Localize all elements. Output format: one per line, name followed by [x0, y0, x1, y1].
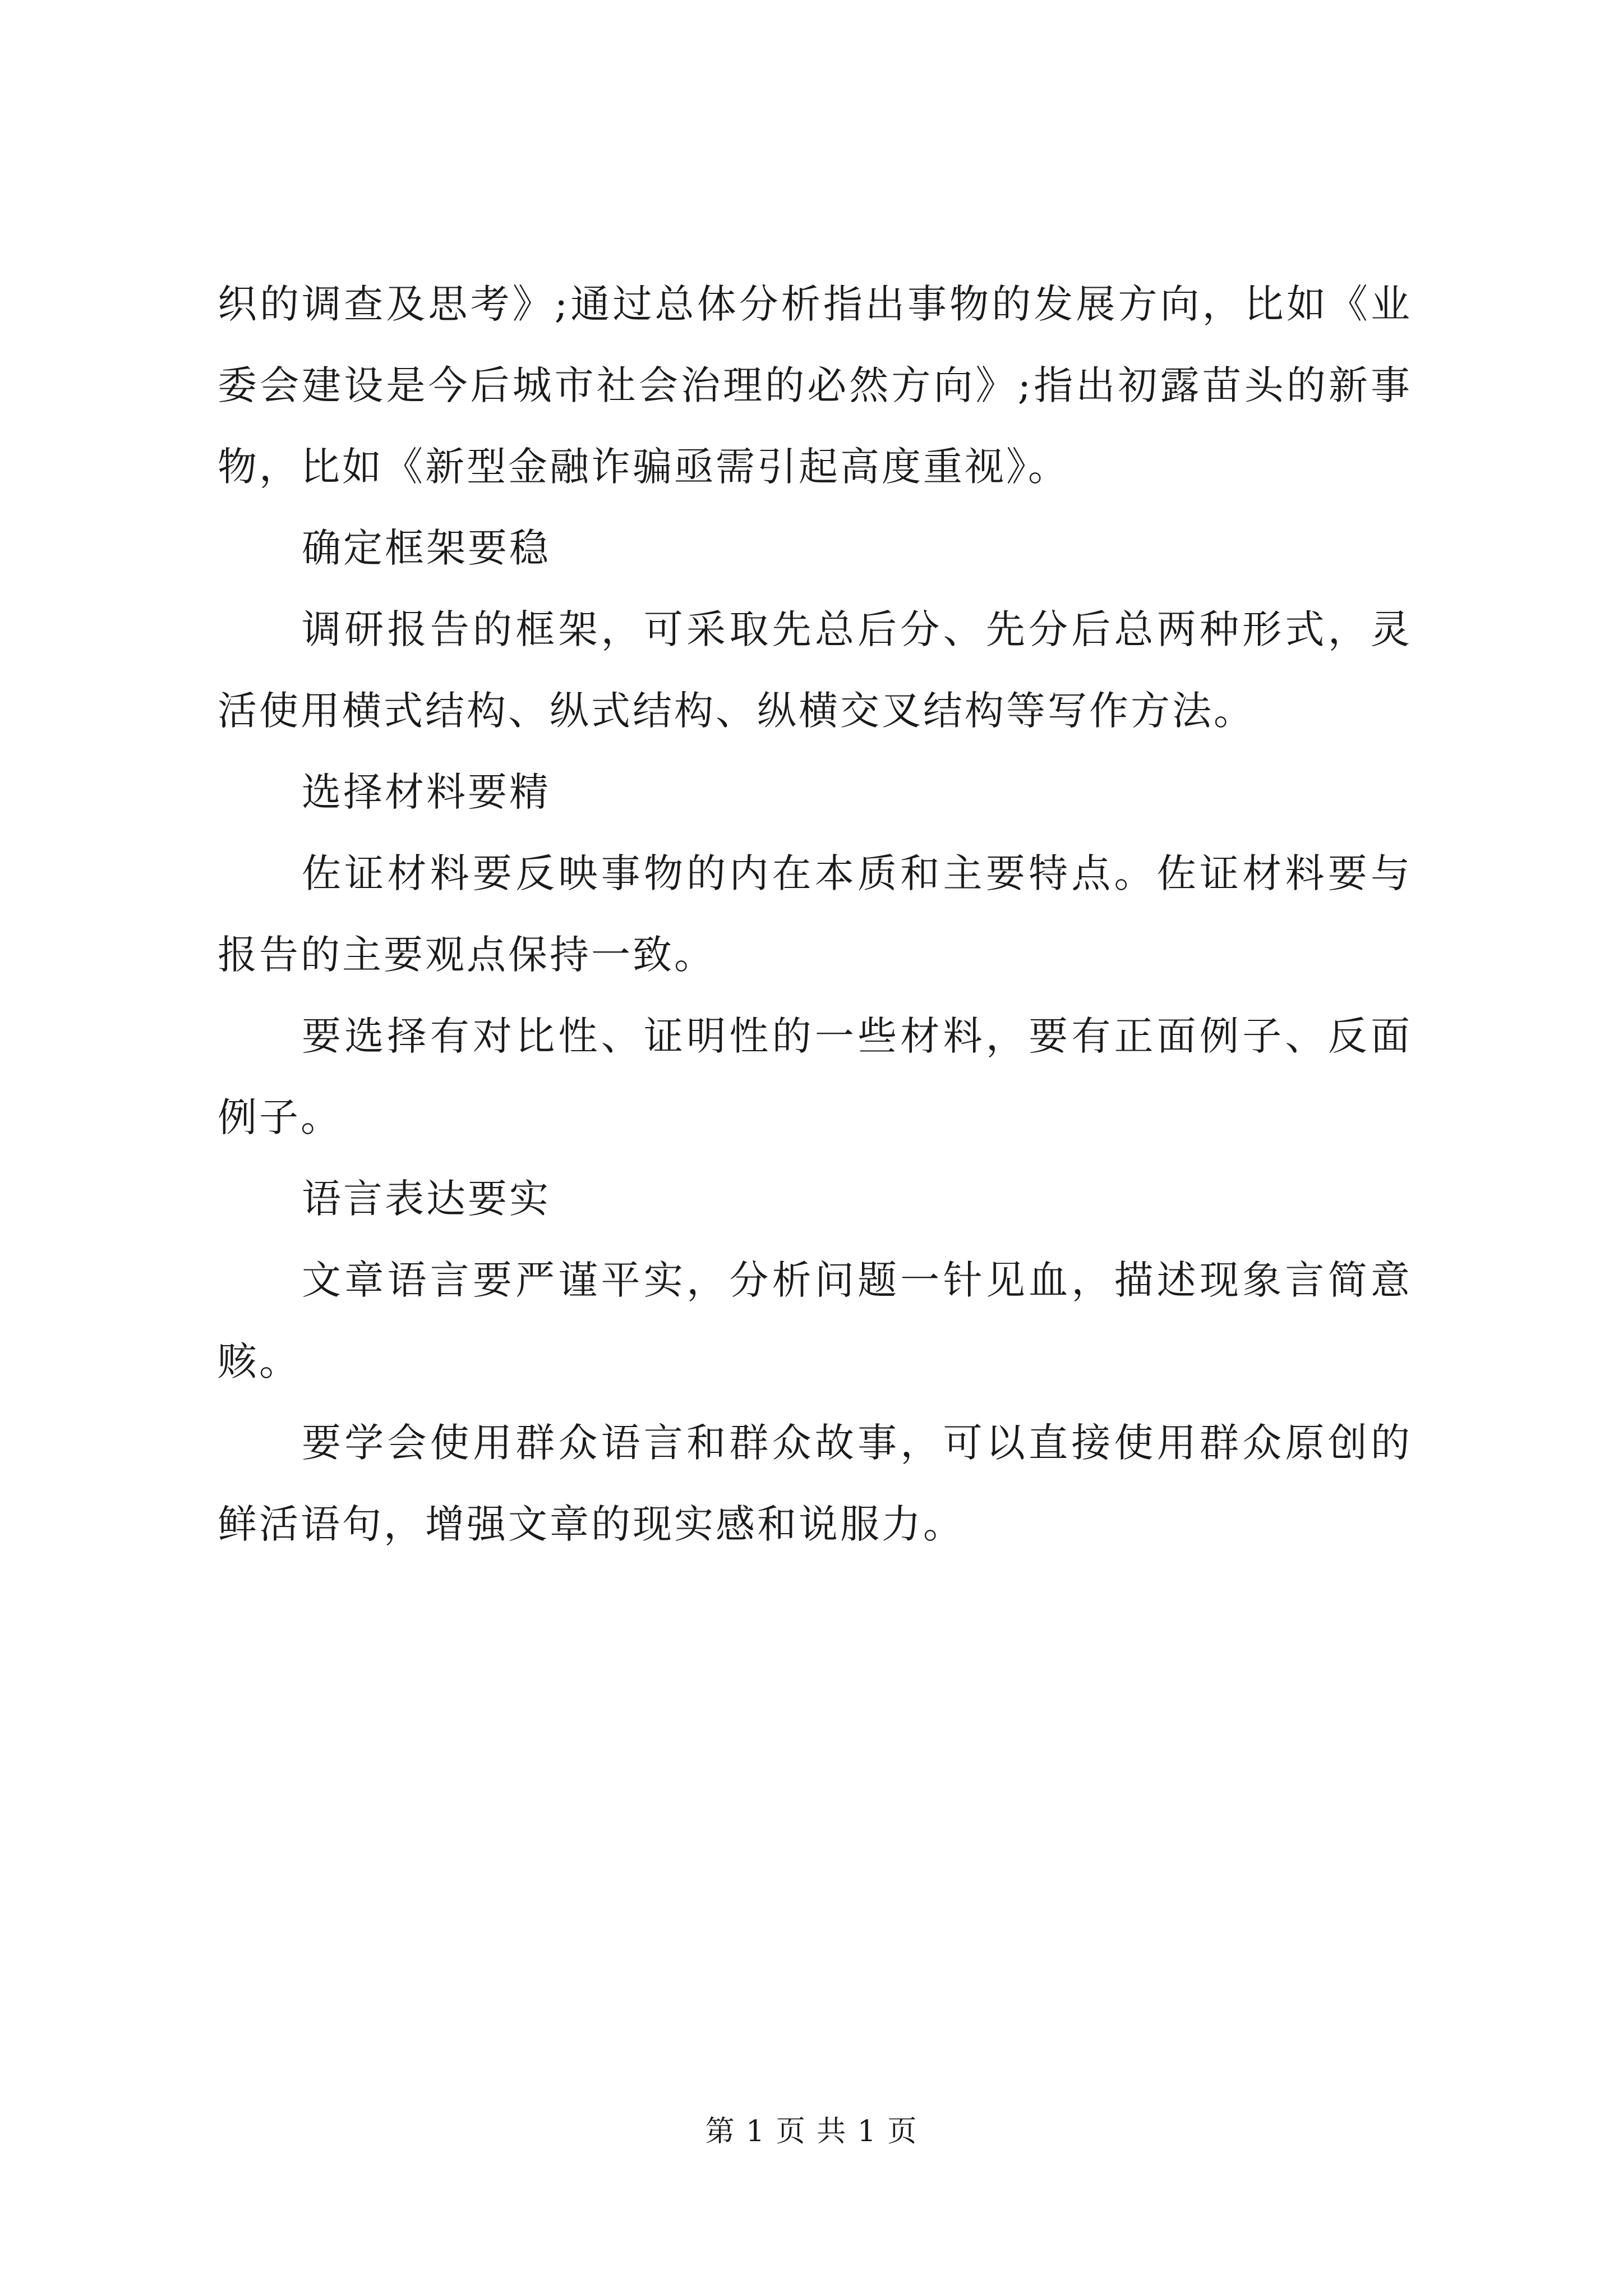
- document-body: [218, 264, 1412, 1565]
- paragraph-continued: 织的调查及思考》;通过总体分析指出事物的发展方向，比如《业委会建设是今后城市社会治理的必然方向》;指出初露苗头的新事物，比如《新型金融诈骗亟需引起高度重视》。: [218, 281, 1412, 490]
- section-heading-framework: 确定框架要稳: [302, 525, 551, 571]
- paragraph-materials-1: 佐证材料要反映事物的内在本质和主要特点。佐证材料要与报告的主要观点保持一致。: [218, 850, 1412, 978]
- paragraph-materials-2: 要选择有对比性、证明性的一些材料，要有正面例子、反面例子。: [218, 1013, 1412, 1140]
- page-number-footer: 第 1 页 共 1 页: [705, 2115, 918, 2148]
- paragraph-language-2: 要学会使用群众语言和群众故事，可以直接使用群众原创的鲜活语句，增强文章的现实感和说服力。: [218, 1420, 1412, 1547]
- section-heading-language: 语言表达要实: [302, 1176, 551, 1222]
- paragraph-framework: 调研报告的框架，可采取先总后分、先分后总两种形式，灵活使用横式结构、纵式结构、纵横交叉结构等写作方法。: [218, 606, 1412, 734]
- section-heading-materials: 选择材料要精: [302, 769, 551, 815]
- paragraph-language-1: 文章语言要严谨平实，分析问题一针见血，描述现象言简意赅。: [218, 1257, 1412, 1384]
